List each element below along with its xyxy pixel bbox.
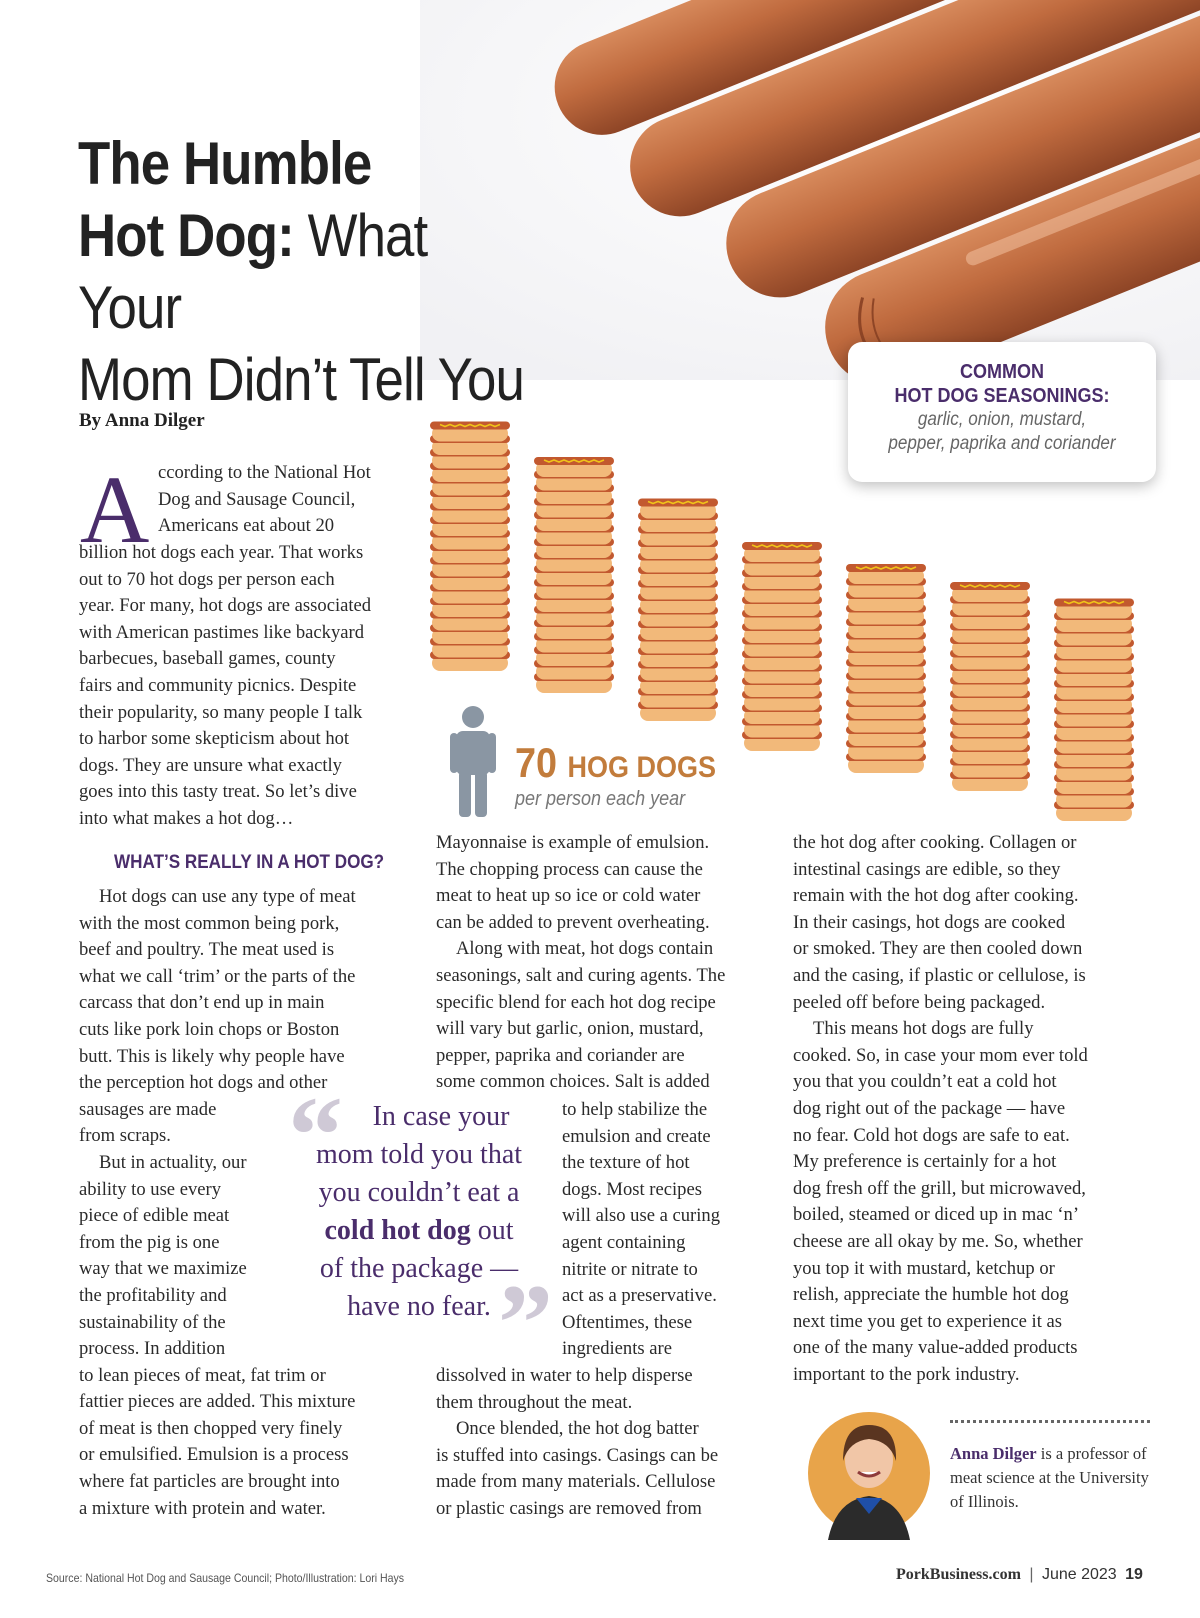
body-line: carcass that don’t end up in main	[79, 992, 325, 1014]
intro-line: dogs. They are unsure what exactly	[79, 754, 342, 776]
body-line: ingredients are	[562, 1338, 672, 1360]
body-line: relish, appreciate the humble hot dog	[793, 1284, 1069, 1306]
title-light-line2: What Your	[78, 202, 428, 341]
body-line: or smoked. They are then cooled down	[793, 938, 1083, 960]
body-line: a mixture with protein and water.	[79, 1497, 326, 1519]
body-line: pepper, paprika and coriander are	[436, 1044, 685, 1066]
author-bio	[950, 1442, 1160, 1514]
body-line: peeled off before being packaged.	[793, 991, 1046, 1013]
body-line: This means hot dogs are fully	[813, 1018, 1034, 1040]
body-line: next time you get to experience it as	[793, 1310, 1063, 1332]
body-line: Once blended, the hot dog batter	[456, 1418, 699, 1440]
intro-line: barbecues, baseball games, county	[79, 648, 336, 670]
column2-body-narrow	[562, 1097, 762, 1363]
body-line: or emulsified. Emulsion is a process	[79, 1444, 349, 1466]
body-line: But in actuality, our	[99, 1151, 247, 1173]
seasonings-text-2: pepper, paprika and coriander	[888, 433, 1116, 454]
body-line: Along with meat, hot dogs contain	[456, 938, 714, 960]
body-line: what we call ‘trim’ or the parts of the	[79, 965, 356, 987]
body-line: where fat particles are brought into	[79, 1471, 340, 1493]
pull-quote-line5: of the package —	[319, 1253, 519, 1284]
intro-line: fairs and community picnics. Despite	[79, 674, 357, 696]
pull-quote-line3: you couldn’t eat a	[318, 1177, 520, 1208]
pull-quote	[288, 1098, 550, 1326]
bio-divider	[950, 1420, 1150, 1423]
open-quote-mark: “	[288, 1074, 343, 1196]
stat-unit: HOG DOGS	[567, 751, 717, 784]
body-line: to help stabilize the	[562, 1099, 708, 1120]
body-line: you that you couldn’t eat a cold hot	[793, 1071, 1057, 1093]
seasonings-heading-2: HOT DOG SEASONINGS:	[894, 385, 1110, 407]
body-line: dissolved in water to help disperse	[436, 1365, 693, 1386]
body-line: some common choices. Salt is added	[436, 1071, 710, 1093]
body-line: cuts like pork loin chops or Boston	[79, 1018, 340, 1040]
body-line: specific blend for each hot dog recipe	[436, 991, 716, 1013]
intro-line: into what makes a hot dog…	[79, 807, 294, 829]
hot-dog-stack	[846, 564, 926, 773]
body-line: the perception hot dogs and other	[79, 1072, 328, 1094]
intro-line: Dog and Sausage Council,	[158, 488, 356, 510]
body-line: will also use a curing	[562, 1205, 721, 1227]
close-quote-mark: ”	[498, 1262, 553, 1384]
intro-line: billion hot dogs each year. That works	[79, 542, 364, 563]
intro-line: with American pastimes like backyard	[79, 621, 365, 643]
body-line: piece of edible meat	[79, 1205, 230, 1227]
author-name: Anna Dilger	[950, 1444, 1037, 1463]
column2-body-bottom	[436, 1363, 766, 1523]
hot-dog-stack	[430, 422, 510, 672]
footer-date: June 2023	[1041, 1566, 1117, 1583]
footer-divider: |	[1029, 1566, 1034, 1583]
body-line: seasonings, salt and curing agents. The	[436, 964, 726, 986]
body-line: fattier pieces are added. This mixture	[79, 1391, 356, 1413]
hot-dog-stack	[950, 582, 1030, 791]
body-line: process. In addition	[79, 1338, 226, 1360]
body-line: intestinal casings are edible, so they	[793, 858, 1061, 880]
pull-quote-line4: out	[470, 1215, 514, 1246]
intro-line: Americans eat about 20	[158, 515, 335, 537]
body-line: sustainability of the	[79, 1311, 226, 1333]
body-line: one of the many value-added products	[793, 1337, 1078, 1359]
body-line: Hot dogs can use any type of meat	[99, 886, 356, 907]
body-line: from scraps.	[79, 1125, 171, 1147]
body-line: from the pig is one	[79, 1231, 220, 1253]
drop-cap: A	[80, 456, 150, 563]
body-line: ability to use every	[79, 1178, 221, 1200]
seasonings-text-1: garlic, onion, mustard,	[917, 409, 1087, 430]
body-line: important to the pork industry.	[793, 1363, 1020, 1385]
intro-line: goes into this tasty treat. So let’s dive	[79, 781, 357, 803]
hot-dog-stack	[1054, 599, 1134, 822]
body-line: dogs. Most recipes	[562, 1178, 702, 1200]
body-line: made from many materials. Cellulose	[436, 1471, 716, 1493]
body-line: meat to heat up so ice or cold water	[436, 885, 701, 907]
title-bold-line2: Hot Dog:	[78, 202, 294, 269]
intro-line: their popularity, so many people I talk	[79, 701, 363, 723]
hot-dogs-photo	[420, 0, 1200, 380]
stat-number	[515, 740, 716, 791]
intro-paragraph-top	[158, 460, 418, 540]
body-line: cheese are all okay by me. So, whether	[793, 1230, 1083, 1252]
body-line: In their casings, hot dogs are cooked	[793, 911, 1066, 933]
body-line: beef and poultry. The meat used is	[79, 939, 335, 961]
author-photo	[808, 1406, 930, 1540]
body-line: remain with the hot dog after cooking.	[793, 885, 1079, 907]
body-line: the texture of hot	[562, 1152, 690, 1174]
body-line: and the casing, if plastic or cellulose, is	[793, 964, 1086, 986]
body-line: no fear. Cold hot dogs are safe to eat.	[793, 1124, 1070, 1146]
body-line: dog right out of the package — have	[793, 1097, 1066, 1119]
body-line: Oftentimes, these	[562, 1311, 693, 1333]
pull-quote-bold: cold hot dog	[324, 1215, 471, 1246]
body-line: the hot dog after cooking. Collagen or	[793, 832, 1077, 853]
hot-dog-stack	[742, 542, 822, 751]
body-line: way that we maximize	[79, 1258, 247, 1280]
body-line: act as a preservative.	[562, 1285, 717, 1307]
hot-dog-stack	[638, 499, 718, 722]
hot-dog-stack	[534, 457, 614, 693]
article-title	[78, 128, 536, 416]
body-line: butt. This is likely why people have	[79, 1045, 345, 1067]
body-line: can be added to prevent overheating.	[436, 911, 710, 933]
body-line: boiled, steamed or diced up in mac ‘n’	[793, 1204, 1080, 1226]
column2-body-top	[436, 830, 766, 1096]
byline: By Anna Dilger	[79, 410, 205, 431]
body-line: you top it with mustard, ketchup or	[793, 1257, 1055, 1279]
body-line: cooked. So, in case your mom ever told	[793, 1044, 1088, 1066]
page-number: 19	[1125, 1566, 1143, 1583]
pull-quote-line1: In case your	[372, 1101, 510, 1132]
photo-credit: Source: National Hot Dog and Sausage Council; Photo/Illustration: Lori Hays	[46, 1571, 405, 1585]
intro-line: ccording to the National Hot	[158, 462, 371, 483]
body-line: dog fresh off the grill, but microwaved,	[793, 1177, 1086, 1199]
intro-line: to harbor some skepticism about hot	[79, 728, 350, 750]
seasonings-heading-1: COMMON	[959, 361, 1044, 383]
body-line: will vary but garlic, onion, mustard,	[436, 1018, 704, 1040]
body-line: with the most common being pork,	[79, 912, 340, 934]
stat-value: 70	[515, 739, 558, 786]
section-subhead: WHAT’S REALLY IN A HOT DOG?	[114, 852, 385, 873]
body-line: is stuffed into casings. Casings can be	[436, 1444, 719, 1466]
body-line: them throughout the meat.	[436, 1391, 633, 1413]
column3-body	[793, 830, 1133, 1388]
body-line: of meat is then chopped very finely	[79, 1417, 343, 1439]
intro-line: out to 70 hot dogs per person each	[79, 568, 335, 590]
body-line: emulsion and create	[562, 1125, 711, 1147]
pull-quote-line2: mom told you that	[315, 1139, 523, 1170]
footer-site: PorkBusiness.com	[896, 1566, 1021, 1583]
body-line: sausages are made	[79, 1098, 217, 1120]
person-icon	[450, 705, 496, 817]
body-line: the profitability and	[79, 1284, 227, 1306]
intro-paragraph	[79, 540, 409, 833]
title-bold-line1: The Humble	[78, 130, 372, 197]
title-light-line3: Mom Didn’t Tell You	[78, 346, 525, 413]
body-line: agent containing	[562, 1231, 686, 1253]
page-footer	[896, 1566, 1143, 1584]
body-line: or plastic casings are removed from	[436, 1497, 702, 1519]
body-line: My preference is certainly for a hot	[793, 1151, 1057, 1173]
author-bio-text: is a professor of meat science at the University of Illinois.	[950, 1444, 1149, 1511]
body-line: nitrite or nitrate to	[562, 1258, 698, 1280]
stat-caption: per person each year	[515, 788, 686, 810]
body-line: The chopping process can cause the	[436, 858, 703, 880]
intro-line: year. For many, hot dogs are associated	[79, 595, 372, 617]
body-line: Mayonnaise is example of emulsion.	[436, 832, 710, 853]
pull-quote-line6: have no fear.	[347, 1291, 491, 1322]
body-line: to lean pieces of meat, fat trim or	[79, 1364, 326, 1386]
